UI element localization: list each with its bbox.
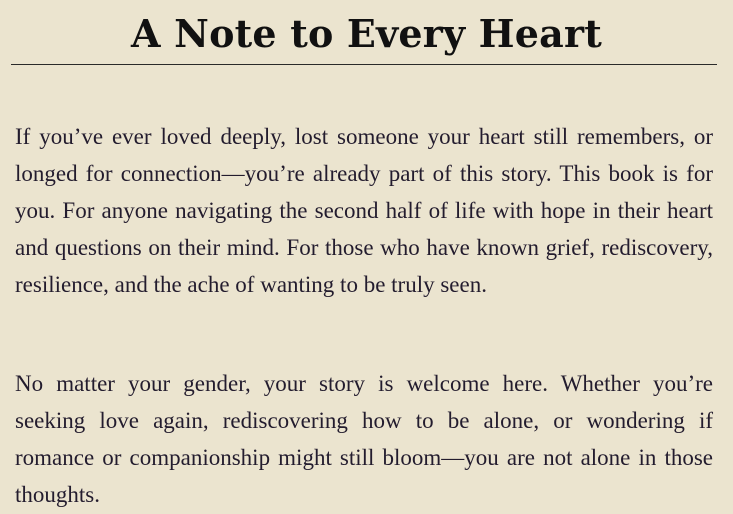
body-paragraph-1: If you’ve ever loved deeply, lost someone your heart still remembers, or longed for connection—you’re already part of this story. This book is for you. For anyone navigating the second half of life with hope in their heart and questions on their mind. For those who have known grief, rediscovery, resilience, and the ache of wanting to be truly seen. xyxy=(15,124,713,297)
title-divider xyxy=(11,64,717,65)
page-title: A Note to Every Heart xyxy=(131,11,602,56)
body-paragraph-2: No matter your gender, your story is welcome here. Whether you’re seeking love again, rediscovering how to be alone, or wondering if romance or companionship might still bloom—you are not alone in those thoughts. xyxy=(15,371,713,507)
